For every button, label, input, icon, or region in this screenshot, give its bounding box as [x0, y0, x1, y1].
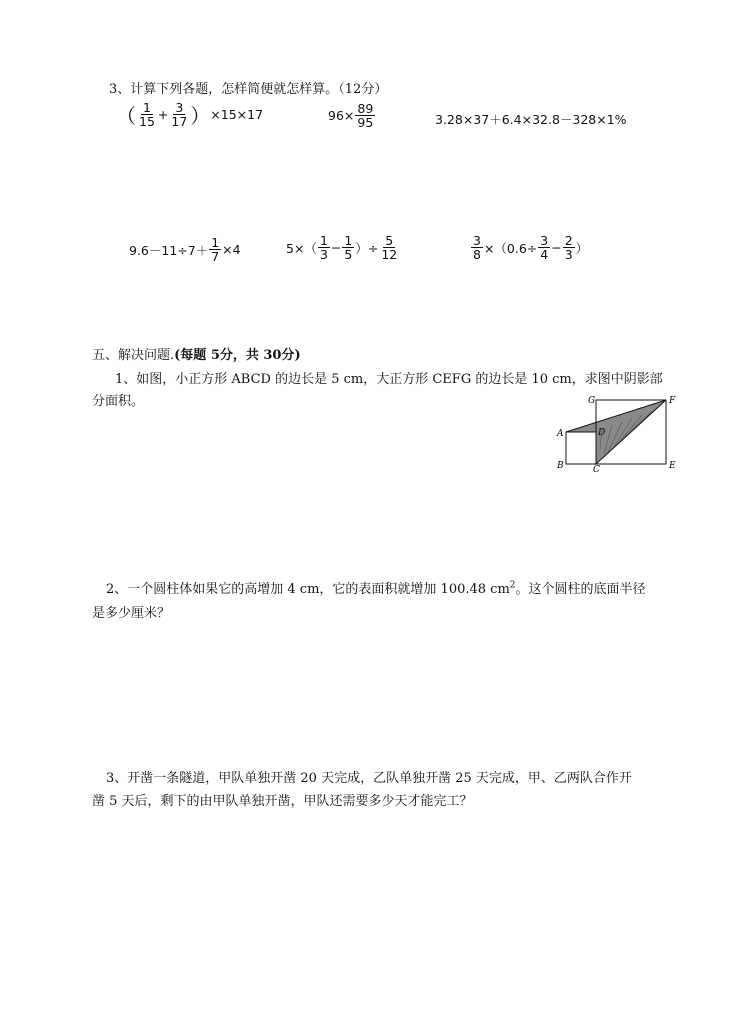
- fraction: $\frac{1}{15}$: [139, 99, 155, 129]
- fraction: $\frac{3}{4}$: [540, 233, 549, 263]
- geometry-figure: [548, 390, 678, 472]
- question-1-line1: 1、如图，小正方形 ABCD 的边长是 5 cm，大正方形 CEFG 的边长是 10 cm，求图中阴影部: [115, 372, 663, 387]
- label-D: D: [598, 428, 606, 438]
- question-1-line2: 分面积。: [92, 394, 145, 409]
- question-3-line2: 凿 5 天后，剩下的由甲队单独开凿，甲队还需要多少天才能完工？: [92, 794, 473, 809]
- label-A: A: [557, 429, 564, 439]
- fraction: $\frac{5}{12}$: [381, 233, 398, 263]
- fraction: $\frac{1}{3}$: [319, 233, 328, 263]
- question-2-line1: 2、一个圆柱体如果它的高增加 4 cm，它的表面积就增加 100.48 $cm^2$。这个圆柱的底面半径: [106, 580, 646, 597]
- paren-left: （: [116, 104, 136, 128]
- label-C: C: [593, 465, 600, 472]
- label-G: G: [588, 396, 596, 406]
- label-F: F: [669, 396, 676, 406]
- paren-right: ）: [190, 104, 211, 128]
- section3-title: 3、计算下列各题，怎样简便就怎样算。（12分）: [109, 82, 388, 97]
- label-B: B: [557, 461, 564, 471]
- problem-6: $\frac{3}{8}$ ×（0.6÷ $\frac{3}{4}$ − $\frac{2}{3}$ ）: [473, 233, 589, 263]
- fraction: $\frac{1}{5}$: [344, 233, 353, 263]
- section5-title: 五、解决问题.(每题 5分，共 30分): [92, 348, 301, 363]
- problem-2: 96× $\frac{89}{95}$: [328, 101, 374, 131]
- fraction: $\frac{3}{17}$: [171, 99, 188, 129]
- question-2-line2: 是多少厘米？: [92, 606, 171, 621]
- problem-4: 9.6－11÷7＋ $\frac{1}{7}$ ×4: [129, 235, 241, 265]
- problem-1: （ $\frac{1}{15}$ + $\frac{3}{17}$ ） ×15×17: [116, 99, 264, 129]
- fraction: $\frac{2}{3}$: [564, 233, 573, 263]
- problem-3: 3.28×37＋6.4×32.8－328×1%: [435, 112, 627, 127]
- fraction: $\frac{1}{7}$: [211, 235, 220, 265]
- fraction: $\frac{89}{95}$: [357, 101, 374, 131]
- problem-5: 5×（ $\frac{1}{3}$ − $\frac{1}{5}$ ）÷ $\frac{5}{12}$: [286, 233, 398, 263]
- small-square: [566, 432, 596, 464]
- fraction: $\frac{3}{8}$: [473, 233, 481, 263]
- label-E: E: [669, 461, 676, 471]
- question-3-line1: 3、开凿一条隧道，甲队单独开凿 20 天完成，乙队单独开凿 25 天完成，甲、乙两队合作开: [106, 771, 632, 786]
